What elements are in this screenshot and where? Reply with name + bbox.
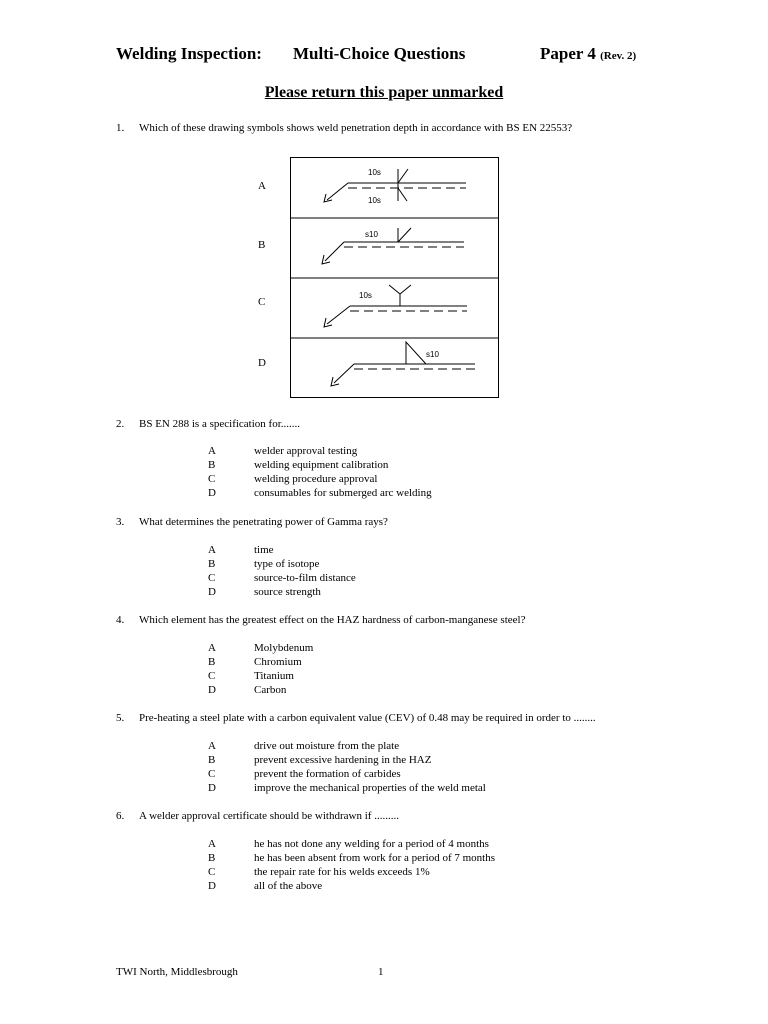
- question-number: 2.: [116, 418, 125, 430]
- symbol-label: s10: [426, 350, 439, 359]
- option-text: he has been absent from work for a period of 7 months: [254, 852, 496, 864]
- question-2: [116, 418, 300, 430]
- option-letter: A: [208, 642, 216, 654]
- option-text: drive out moisture from the plate: [254, 740, 400, 752]
- option-letter: D: [208, 684, 216, 696]
- symbol-label: s10: [365, 230, 378, 239]
- question-text: Pre-heating a steel plate with a carbon equivalent value (CEV) of 0.48 may be required in order to ........: [139, 712, 596, 724]
- footer-organization: TWI North, Middlesbrough: [116, 966, 238, 978]
- option-letter: B: [208, 656, 216, 668]
- option-letter: A: [208, 445, 216, 457]
- option-text: consumables for submerged arc welding: [254, 487, 432, 499]
- question-number: 3.: [116, 516, 125, 528]
- option-text: type of isotope: [254, 558, 320, 570]
- option-text: Titanium: [254, 670, 294, 682]
- question-4: [116, 614, 525, 626]
- question-number: 5.: [116, 712, 125, 724]
- question-text: Which of these drawing symbols shows weld penetration depth in accordance with BS EN 22553?: [139, 122, 573, 134]
- diagram-option-letter: B: [258, 239, 266, 251]
- header-subtitle: Multi-Choice Questions: [293, 44, 466, 63]
- symbol-label: 10s: [359, 291, 372, 300]
- weld-symbol-a: [324, 168, 466, 205]
- option-letter: A: [208, 838, 216, 850]
- option-text: prevent the formation of carbides: [254, 768, 401, 780]
- option-letter: B: [208, 459, 216, 471]
- paper-number: Paper 4: [540, 44, 596, 63]
- weld-symbol-d: [331, 342, 475, 386]
- revision: (Rev. 2): [600, 50, 637, 62]
- header-paper: [540, 44, 636, 64]
- option-letter: D: [208, 586, 216, 598]
- option-text: source strength: [254, 586, 321, 598]
- diagram-option-letter: C: [258, 296, 266, 308]
- diagram-frame: [291, 158, 499, 398]
- option-text: prevent excessive hardening in the HAZ: [254, 754, 432, 766]
- option-text: Chromium: [254, 656, 302, 668]
- question-number: 1.: [116, 122, 125, 134]
- option-text: the repair rate for his welds exceeds 1%: [254, 866, 430, 878]
- question-text: A welder approval certificate should be withdrawn if .........: [139, 810, 399, 822]
- option-text: time: [254, 544, 274, 556]
- option-text: Carbon: [254, 684, 287, 696]
- weld-symbol-b: [322, 228, 464, 264]
- option-text: all of the above: [254, 880, 323, 892]
- symbol-label: 10s: [368, 196, 381, 205]
- question-number: 4.: [116, 614, 125, 626]
- header-title: Welding Inspection:: [116, 44, 262, 63]
- page-number: 1: [378, 966, 384, 978]
- question-text: What determines the penetrating power of Gamma rays?: [139, 516, 388, 528]
- option-letter: D: [208, 487, 216, 499]
- option-letter: C: [208, 866, 216, 878]
- option-letter: C: [208, 768, 216, 780]
- option-letter: C: [208, 572, 216, 584]
- option-letter: C: [208, 670, 216, 682]
- option-text: source-to-film distance: [254, 572, 356, 584]
- diagram-option-letter: D: [258, 357, 266, 369]
- option-text: improve the mechanical properties of the weld metal: [254, 782, 486, 794]
- weld-symbols-diagram: [290, 157, 500, 399]
- option-letter: B: [208, 754, 216, 766]
- option-text: Molybdenum: [254, 642, 314, 654]
- option-letter: D: [208, 782, 216, 794]
- question-text: BS EN 288 is a specification for.......: [139, 418, 301, 430]
- question-3: [116, 516, 388, 528]
- question-6: [116, 810, 399, 822]
- option-letter: D: [208, 880, 216, 892]
- weld-symbol-c: [324, 285, 467, 327]
- option-text: welder approval testing: [254, 445, 358, 457]
- symbol-label: 10s: [368, 168, 381, 177]
- notice-heading: Please return this paper unmarked: [264, 84, 504, 101]
- option-letter: A: [208, 740, 216, 752]
- question-5: [116, 712, 596, 724]
- option-letter: B: [208, 852, 216, 864]
- option-text: he has not done any welding for a period of 4 months: [254, 838, 489, 850]
- question-text: Which element has the greatest effect on the HAZ hardness of carbon-manganese steel?: [139, 614, 526, 626]
- option-letter: B: [208, 558, 216, 570]
- option-text: welding equipment calibration: [254, 459, 389, 471]
- question-number: 6.: [116, 810, 125, 822]
- question-1: [116, 122, 572, 134]
- option-text: welding procedure approval: [254, 473, 378, 485]
- option-letter: C: [208, 473, 216, 485]
- diagram-option-letter: A: [258, 180, 266, 192]
- option-letter: A: [208, 544, 216, 556]
